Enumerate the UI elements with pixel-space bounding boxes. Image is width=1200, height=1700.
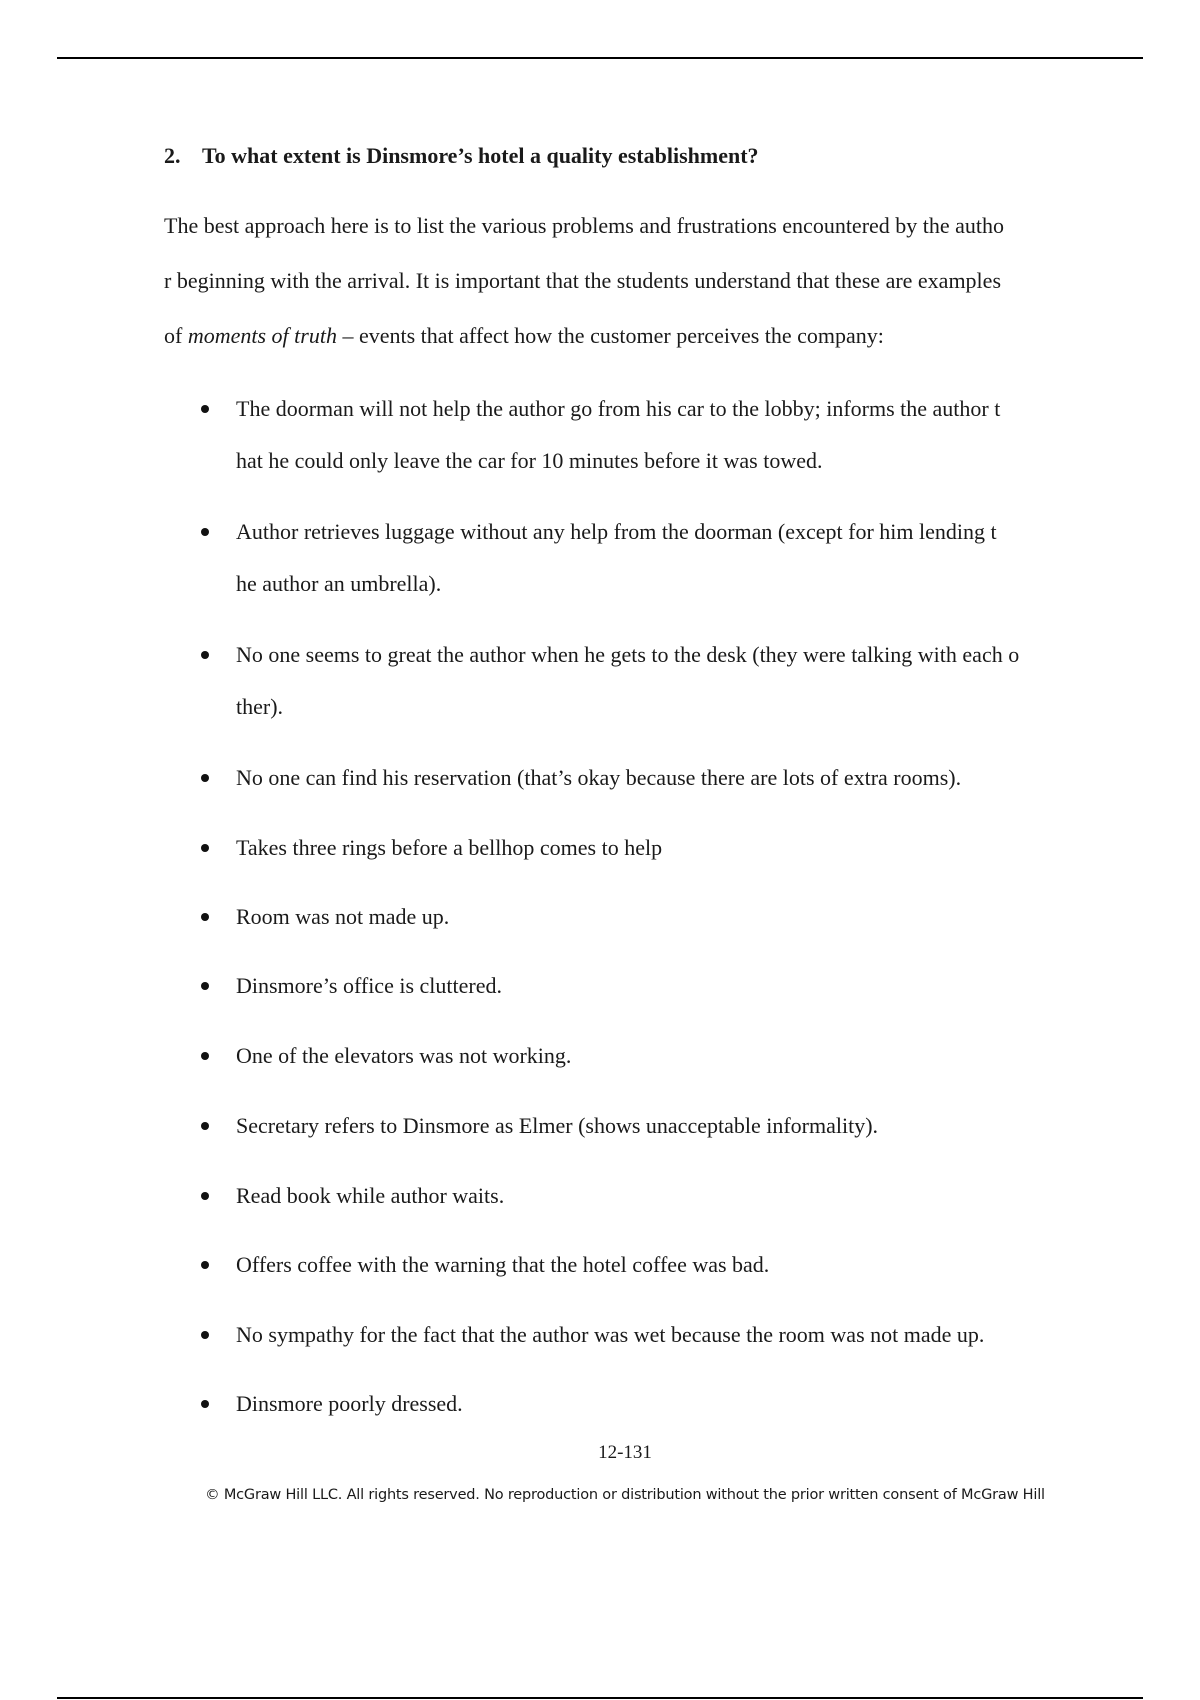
list-item-text [236, 506, 1096, 610]
list-item-line: he author an umbrella). [236, 571, 442, 596]
list-item-line: hat he could only leave the car for 10 minutes before it was towed. [236, 448, 823, 473]
bullet-icon [201, 383, 209, 435]
list-item-text [236, 960, 1096, 1012]
bullet-icon [201, 960, 209, 1012]
list-item-text [236, 752, 1096, 804]
bullet-icon [201, 1309, 209, 1361]
list-item-line: No one can find his reservation (that’s okay because there are lots of extra rooms). [236, 765, 962, 790]
list-item-text [236, 1378, 1096, 1430]
bottom-rule [57, 1697, 1143, 1699]
list-item-text [236, 1170, 1096, 1222]
bullet-icon [201, 1030, 209, 1082]
bullet-icon [201, 891, 209, 943]
list-item-text [236, 822, 1096, 874]
list-item-line: Author retrieves luggage without any help from the doorman (except for him lending t [236, 519, 997, 544]
copyright-notice: © McGraw Hill LLC. All rights reserved. No reproduction or distribution without the prior written consent of McGraw Hill [205, 1487, 1045, 1503]
list-item-line: No one seems to great the author when he gets to the desk (they were talking with each o [236, 642, 1020, 667]
list-item-text [236, 891, 1096, 943]
list-item-line: One of the elevators was not working. [236, 1043, 572, 1068]
list-item-line: The doorman will not help the author go from his car to the lobby; informs the author t [236, 396, 1001, 421]
bullet-icon [201, 1170, 209, 1222]
list-item-line: Secretary refers to Dinsmore as Elmer (shows unacceptable informality). [236, 1113, 879, 1138]
bullet-icon [201, 629, 209, 681]
intro-line-3-prefix: of [164, 323, 188, 348]
list-item-line: No sympathy for the fact that the author was wet because the room was not made up. [236, 1322, 985, 1347]
question-number: 2. [164, 143, 181, 168]
list-item-line: Read book while author waits. [236, 1183, 505, 1208]
list-item-line: Offers coffee with the warning that the hotel coffee was bad. [236, 1252, 770, 1277]
page-number: 12-131 [598, 1442, 652, 1463]
list-item-line: Dinsmore’s office is cluttered. [236, 973, 502, 998]
list-item-text [236, 1100, 1096, 1152]
list-item-text [236, 1239, 1096, 1291]
list-item-text [236, 383, 1096, 487]
bullet-icon [201, 822, 209, 874]
list-item-line: Takes three rings before a bellhop comes to help [236, 835, 663, 860]
question-text: To what extent is Dinsmore’s hotel a quality establishment? [202, 143, 759, 168]
bullet-icon [201, 1378, 209, 1430]
list-item-line: Dinsmore poorly dressed. [236, 1391, 463, 1416]
bullet-icon [201, 752, 209, 804]
intro-line-3-suffix: – events that affect how the customer perceives the company: [336, 323, 884, 348]
intro-paragraph [164, 198, 1084, 363]
list-item-text [236, 629, 1096, 733]
list-item-line: Room was not made up. [236, 904, 450, 929]
intro-line-1: The best approach here is to list the various problems and frustrations encountered by the autho [164, 213, 1005, 238]
intro-line-2: r beginning with the arrival. It is important that the students understand that these are examples [164, 268, 1001, 293]
bullet-icon [201, 1239, 209, 1291]
list-item-text [236, 1309, 1096, 1361]
list-item-line: ther). [236, 694, 284, 719]
top-rule [57, 57, 1143, 59]
bullet-icon [201, 1100, 209, 1152]
moments-of-truth-term: moments of truth [187, 323, 337, 348]
intro-line-3 [164, 308, 1084, 363]
list-item-text [236, 1030, 1096, 1082]
question-heading [164, 143, 759, 169]
bullet-icon [201, 506, 209, 558]
